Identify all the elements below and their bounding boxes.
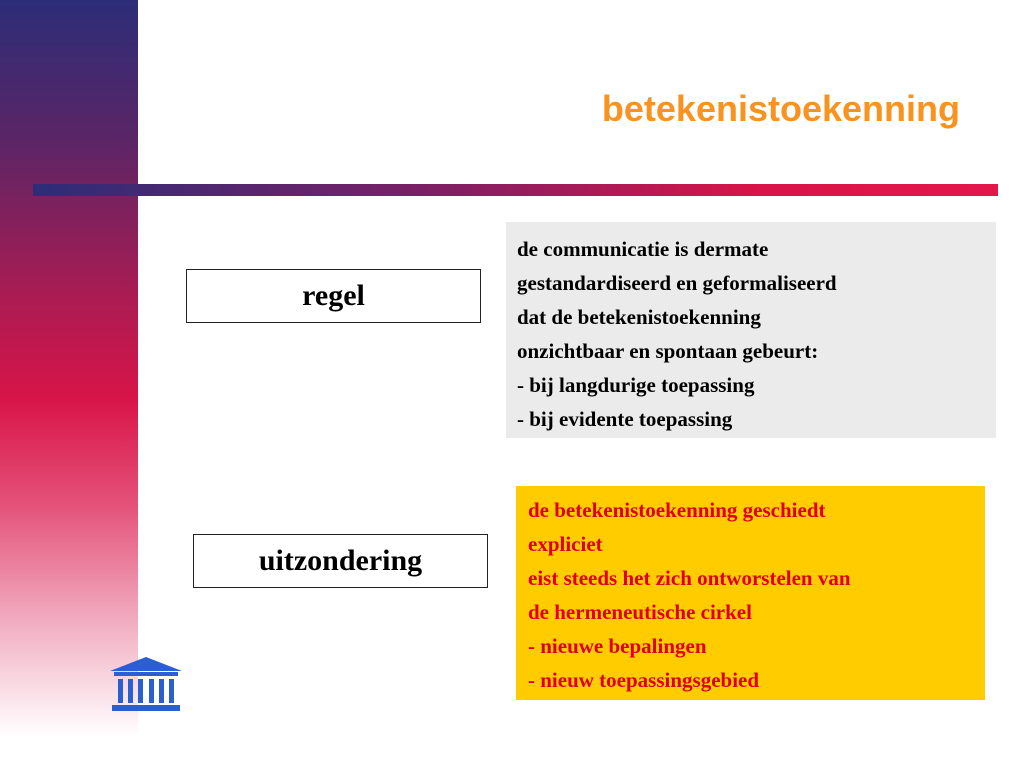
pillar-building-icon <box>108 655 184 713</box>
panel-line: gestandardiseerd en geformaliseerd <box>517 271 837 295</box>
slide-title: betekenistoekenning <box>601 88 960 129</box>
panel-line: eist steeds het zich ontworstelen van <box>528 566 851 590</box>
panel-line: - bij evidente toepassing <box>517 407 733 431</box>
panel-line: - bij langdurige toepassing <box>517 373 755 397</box>
panel-line: de hermeneutische cirkel <box>528 600 752 624</box>
panel-line: de betekenistoekenning geschiedt <box>528 498 826 522</box>
panel-line: - nieuw toepassingsgebied <box>528 668 760 692</box>
regel-box <box>186 269 481 323</box>
title-divider <box>33 184 998 196</box>
panel-line: onzichtbaar en spontaan gebeurt: <box>517 339 819 363</box>
uitzondering-box <box>193 534 488 588</box>
panel-line: de communicatie is dermate <box>517 237 769 261</box>
panel-line: - nieuwe bepalingen <box>528 634 707 658</box>
regel-explanation-panel <box>506 222 996 438</box>
left-gradient-band <box>0 0 138 768</box>
panel-line: expliciet <box>528 532 603 556</box>
uitzondering-explanation-panel <box>516 486 985 700</box>
regel-label: regel <box>302 279 365 312</box>
panel-line: dat de betekenistoekenning <box>517 305 761 329</box>
uitzondering-label: uitzondering <box>258 544 423 577</box>
